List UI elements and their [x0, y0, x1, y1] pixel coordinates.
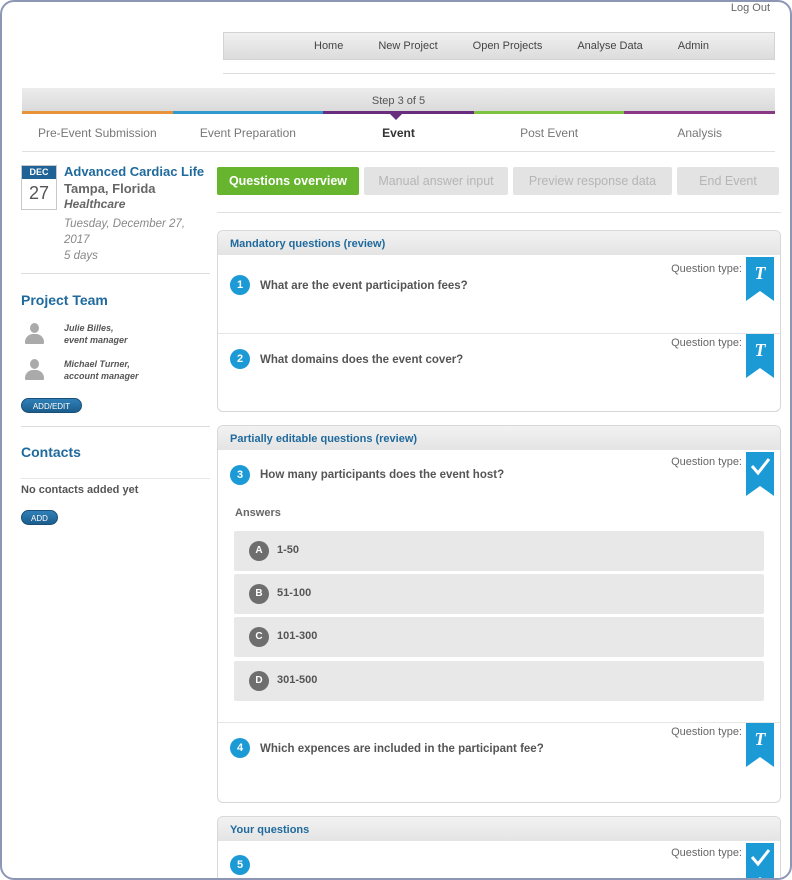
question-text: What domains does the event cover? [260, 354, 464, 366]
question-number-badge: 4 [230, 738, 250, 758]
question-type-label: Question type: [671, 263, 742, 275]
nav-analyse-data[interactable]: Analyse Data [577, 40, 643, 52]
preview-response-data-button[interactable]: Preview response data [513, 167, 672, 195]
step-event[interactable]: Event [382, 126, 415, 140]
nav-new-project[interactable]: New Project [378, 40, 438, 52]
question-number-badge: 3 [230, 465, 250, 485]
svg-text:T: T [754, 729, 766, 749]
question-number-badge: 2 [230, 349, 250, 369]
event-date-calendar-icon [21, 165, 57, 210]
add-contact-button[interactable]: ADD [21, 510, 58, 525]
panel-title: Partially editable questions (review) [218, 426, 780, 450]
answer-option[interactable] [234, 661, 764, 701]
step-progress-bar [22, 88, 775, 114]
question-row[interactable] [218, 333, 780, 411]
event-title[interactable]: Advanced Cardiac Life [64, 164, 205, 179]
svg-text:T: T [754, 263, 766, 283]
your-questions-panel [217, 816, 781, 880]
step-labels [22, 126, 775, 140]
add-edit-team-button[interactable]: ADD/EDIT [21, 398, 82, 413]
checkmark-type-icon[interactable] [746, 452, 774, 496]
avatar-icon [24, 323, 44, 345]
question-text: How many participants does the event host? [260, 469, 505, 481]
manual-answer-input-button[interactable]: Manual answer input [364, 167, 508, 195]
current-step-arrow-icon [390, 114, 402, 120]
svg-text:T: T [754, 340, 766, 360]
event-date [64, 216, 194, 264]
partially-editable-questions-panel [217, 425, 781, 803]
question-row[interactable] [218, 722, 780, 802]
answer-text: 101-300 [277, 630, 318, 642]
member-info [64, 358, 139, 382]
logout-link[interactable]: Log Out [730, 2, 770, 14]
top-navigation [223, 32, 775, 60]
divider [223, 73, 775, 74]
questions-overview-button[interactable]: Questions overview [217, 167, 359, 195]
answer-letter-badge: C [249, 627, 269, 647]
end-event-button[interactable]: End Event [677, 167, 779, 195]
divider [21, 426, 210, 427]
nav-home[interactable]: Home [314, 40, 344, 52]
answer-letter-badge: B [249, 584, 269, 604]
mandatory-questions-panel [217, 230, 781, 412]
text-type-t-icon[interactable] [746, 334, 774, 378]
panel-title: Your questions [218, 817, 780, 841]
question-text: Which expences are included in the participant fee? [260, 743, 544, 755]
member-role: event manager [64, 335, 128, 345]
step-analysis[interactable]: Analysis [677, 126, 723, 140]
event-date-line1: Tuesday, December 27, [64, 218, 186, 230]
text-type-t-icon[interactable] [746, 723, 774, 767]
event-date-line2: 2017 [64, 234, 90, 246]
question-type-label: Question type: [671, 726, 742, 738]
team-member [22, 358, 202, 388]
event-category: Healthcare [64, 197, 126, 211]
question-number-badge: 5 [230, 855, 250, 875]
answers-label: Answers [235, 507, 281, 519]
question-number-badge: 1 [230, 275, 250, 295]
event-location: Tampa, Florida [64, 181, 156, 196]
team-member [22, 322, 202, 352]
avatar-icon [24, 359, 44, 381]
divider [21, 478, 210, 479]
question-row[interactable] [218, 450, 780, 722]
member-info [64, 322, 128, 346]
divider [217, 212, 781, 213]
contacts-heading: Contacts [21, 444, 81, 460]
answer-text: 301-500 [277, 674, 318, 686]
no-contacts-text: No contacts added yet [21, 484, 139, 496]
answer-letter-badge: D [249, 671, 269, 691]
project-team-heading: Project Team [21, 292, 108, 308]
question-text: What are the event participation fees? [260, 280, 468, 292]
step-indicator: Step 3 of 5 [371, 95, 426, 107]
question-type-label: Question type: [671, 337, 742, 349]
answer-letter-badge: A [249, 541, 269, 561]
member-name: Julie Billes, [64, 323, 114, 333]
step-post-event[interactable]: Post Event [520, 126, 579, 140]
text-type-t-icon[interactable] [746, 257, 774, 301]
question-row[interactable] [218, 841, 780, 880]
step-color-4 [474, 111, 625, 114]
step-color-1 [22, 111, 173, 114]
divider [21, 273, 210, 274]
checkmark-type-icon[interactable] [746, 843, 774, 880]
step-event-preparation[interactable]: Event Preparation [199, 126, 296, 140]
nav-admin[interactable]: Admin [677, 40, 709, 52]
step-pre-event-submission[interactable]: Pre-Event Submission [37, 126, 157, 140]
question-type-label: Question type: [671, 456, 742, 468]
event-month: DEC [22, 166, 56, 179]
answer-option[interactable] [234, 617, 764, 657]
member-name: Michael Turner, [64, 359, 130, 369]
divider [22, 151, 775, 152]
answer-option[interactable] [234, 531, 764, 571]
answer-option[interactable] [234, 574, 764, 614]
member-role: account manager [64, 371, 139, 381]
question-row[interactable] [218, 255, 780, 333]
question-type-label: Question type: [671, 847, 742, 859]
step-color-2 [173, 111, 324, 114]
nav-open-projects[interactable]: Open Projects [472, 40, 543, 52]
step-color-5 [624, 111, 775, 114]
panel-title: Mandatory questions (review) [218, 231, 780, 255]
answer-text: 1-50 [277, 544, 300, 556]
answer-text: 51-100 [277, 587, 312, 599]
event-day: 27 [28, 183, 50, 203]
event-duration: 5 days [64, 250, 98, 262]
